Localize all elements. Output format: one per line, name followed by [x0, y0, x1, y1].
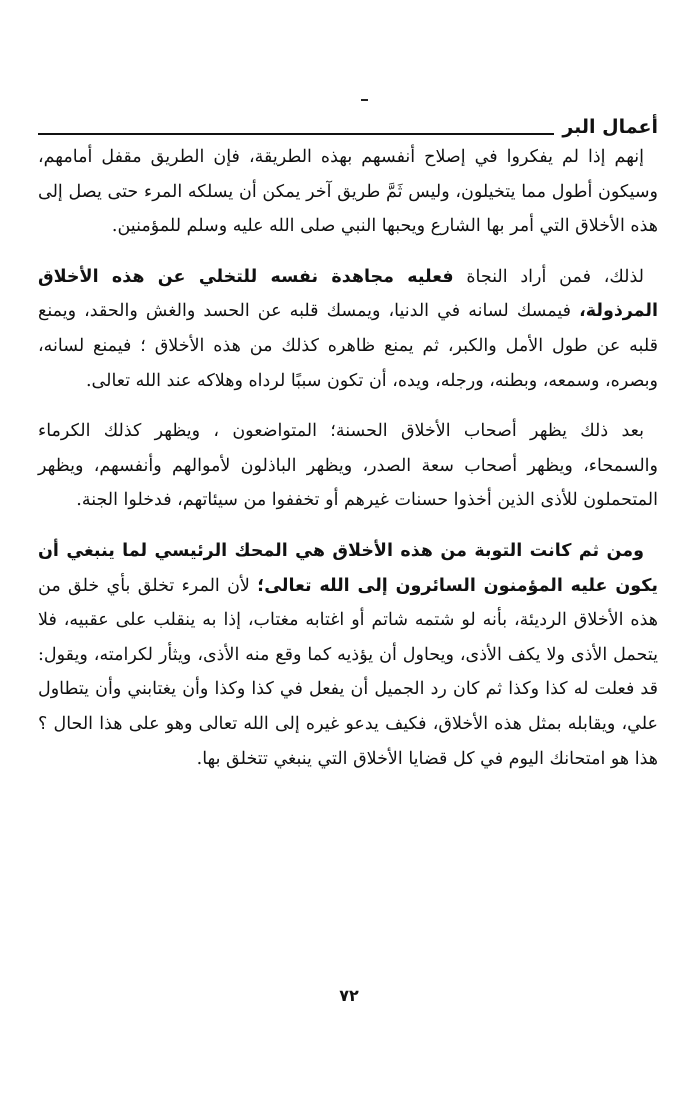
paragraph-2: [38, 260, 658, 398]
paragraph-1-text: إنهم إذا لم يفكروا في إصلاح أنفسهم بهذه الطريقة، فإن الطريق مقفل أمامهم، وسيكون أطول مما يتخيلون، وليس ثَمَّ طريق آخر يمكن أن يسلكه المرء حتى يصل إلى هذه الأخلاق التي أمر بها الشارع ويحبها النبي صلى الله عليه وسلم للمؤمنين.: [38, 147, 658, 237]
paragraph-1: [38, 140, 658, 244]
paragraph-4-text: لأن المرء تخلق بأي خلق من هذه الأخلاق الرديئة، بأنه لو شتمه شاتم أو اغتابه مغتاب، إذا به ينقلب على عقبيه، فلا يتحمل الأذى ولا يكف الأذى، ويحاول أن يؤذيه كما وقع منه الأذى، ويثأر لكرامته، ويقول: قد فعلت له كذا وكذا ثم كان رد الجميل أن يفعل في كذا وكذا وأن يغتابني وأن يتطاول علي، ويقابله بمثل هذه الأخلاق، فكيف يدعو غيره إلى الله تعالى وهو على هذا الحال ؟ هذا هو امتحانك اليوم في كل قضايا الأخلاق التي ينبغي تتخلق بها.: [38, 575, 658, 769]
paragraph-2-text-end: فيمسك لسانه في الدنيا، ويمسك قلبه عن الحسد والغش والحقد، ويمنع قلبه عن طول الأمل والكبر، ثم يمنع ظاهره كذلك من هذه الأخلاق ؛ فيمنع لسانه، وبصره، وسمعه، وبطنه، ورجله، ويده، أن تكون سببًا لرداه وهلاكه عند الله تعالى.: [38, 301, 658, 391]
running-header: [38, 103, 658, 139]
paragraph-2-bold-phrase: فعليه مجاهدة نفسه للتخلي عن هذه الأخلاق المرذولة،: [38, 266, 658, 322]
paragraph-3: [38, 414, 658, 518]
page-number: ٧٢: [339, 986, 359, 1005]
paragraph-3-text: بعد ذلك يظهر أصحاب الأخلاق الحسنة؛ المتواضعون ، ويظهر كذلك الكرماء والسمحاء، ويظهر أصحاب سعة الصدر، ويظهر الباذلون لأموالهم وأنفسهم، ويظهر المتحملون للأذى الذين أخذوا حسنات غيرهم أو تخففوا من سيئاتهم، فدخلوا الجنة.: [38, 421, 658, 511]
paragraph-2-text-start: لذلك، فمن أراد النجاة: [453, 266, 644, 287]
header-rule: [38, 133, 554, 135]
paragraph-4-bold-phrase: ومن ثم كانت التوبة من هذه الأخلاق هي المحك الرئيسي لما ينبغي أن يكون عليه المؤمنون السائرون إلى الله تعالى؛: [38, 540, 659, 596]
header-tick-mark: [361, 99, 368, 101]
body-text: [38, 140, 658, 792]
running-title: أعمال البر: [562, 116, 658, 138]
paragraph-4: [38, 534, 658, 776]
